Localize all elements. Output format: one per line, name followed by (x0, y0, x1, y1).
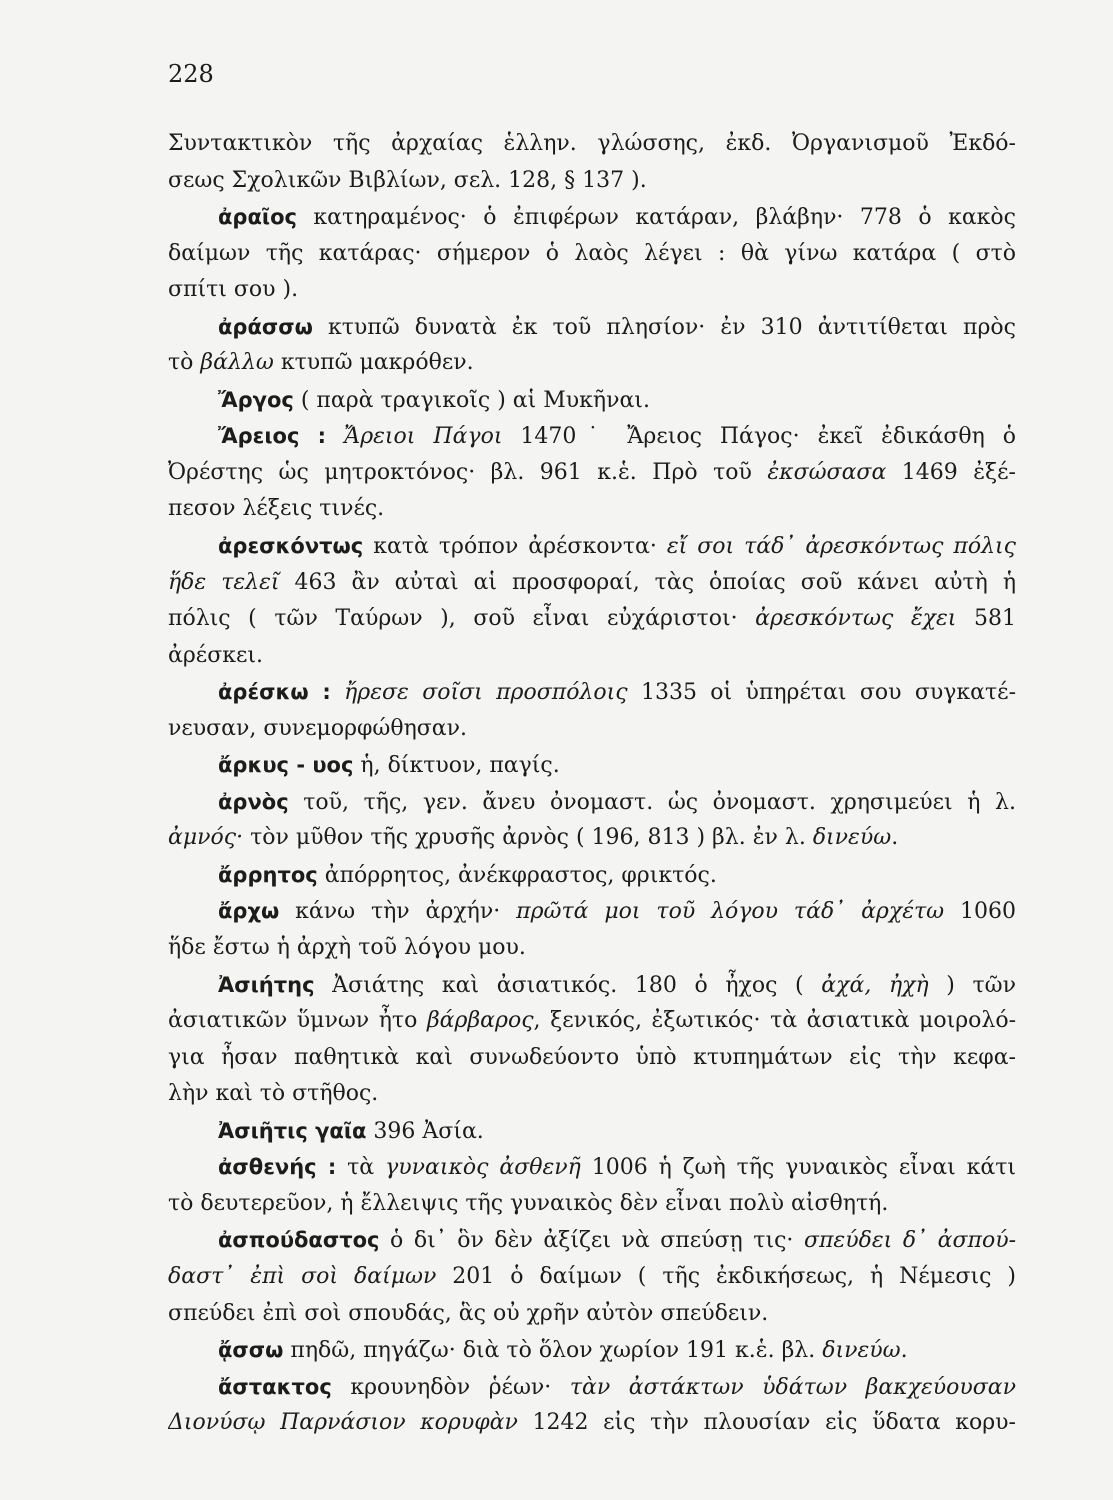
quote-run: Ἄρειοι Πάγοι (344, 424, 503, 450)
entry-line (168, 747, 1016, 784)
text-run: κατὰ τρόπον ἀρέσκοντα· (363, 534, 667, 560)
quote-run: βάλλω (200, 350, 274, 376)
text-run: τὸν μῦθον τῆς χρυσῆς ἀρνὸς ( 196, 813 ) βλ. ἐν λ. (243, 825, 813, 851)
text-line (168, 455, 1016, 492)
entry-line (168, 1369, 1016, 1406)
text-run: τὸ (168, 350, 201, 376)
quote-run: ἤρεσε σοῖσι προσπόλοις (344, 680, 628, 706)
text-line (168, 1040, 1016, 1077)
entry-line (168, 528, 1016, 565)
headword: ἀραῖος (218, 205, 297, 230)
text-line (168, 638, 1016, 675)
headword: ἄρκυς - υος (218, 753, 354, 778)
text-run: τὰ (336, 1155, 386, 1181)
text-run: τὸ δευτερεῦον, ἡ ἔλλειψις τῆς γυναικὸς δὲν εἶναι πολὺ αἰσθητή. (168, 1190, 889, 1216)
text-run: 1006 ἡ ζωὴ τῆς γυναικὸς εἶναι κάτι (580, 1155, 1016, 1181)
quote-run: γυναικὸς ἀσθενῆ (385, 1155, 581, 1181)
text-run: . (900, 1338, 908, 1364)
quote-run: δινεύω (822, 1338, 901, 1364)
text-line (168, 601, 1016, 638)
text-run: ἀσιατικῶν ὕμνων ἦτο (168, 1008, 427, 1034)
headword: ἀρέσκω : (218, 680, 331, 705)
text-line (168, 272, 1016, 309)
text-run: δαίμων τῆς κατάρας· σήμερον ὁ λαὸς λέγει : θὰ γίνω κατάρα ( στὸ (168, 240, 1016, 266)
text-run: σπεύδει ἐπὶ σοὶ σπουδάς, ἃς οὐ χρῆν αὐτὸν σπεύδειν. (168, 1300, 769, 1326)
text-line (168, 491, 1016, 528)
text-line (168, 1405, 1016, 1442)
text-line (168, 126, 1016, 163)
entry-line (168, 309, 1016, 346)
entry-line (168, 199, 1016, 236)
entry-line (168, 418, 1016, 455)
text-run: 201 ὁ δαίμων ( τῆς ἐκδικήσεως, ἡ Νέμεσις ) (436, 1263, 1016, 1289)
headword: ἀσθενής : (218, 1155, 337, 1180)
quote-run: ἀρεσκόντως ἔχει (755, 606, 957, 632)
text-run: σπίτι σου ). (168, 277, 299, 303)
text-run: σεως Σχολικῶν Βιβλίων, σελ. 128, § 137 ). (168, 167, 647, 193)
text-run: 1060 (944, 899, 1016, 925)
headword: ἄρρητος (218, 862, 318, 887)
text-run: 463 ἂν αὐταὶ αἱ προσφοραί, τὰς ὁποίας σοῦ κάνει αὐτὴ ἡ (279, 569, 1016, 595)
text-run: κρουνηδὸν ῥέων· (331, 1374, 570, 1400)
text-run: πηδῶ, πηγάζω· διὰ τὸ ὅλον χωρίον 191 κ.ἑ. βλ. (283, 1338, 823, 1364)
text-run: κάνω τὴν ἀρχήν· (279, 899, 517, 925)
text-run: πεσον λέξεις τινές. (168, 496, 385, 522)
quote-run: ἀχά, ἠχὴ (821, 972, 929, 998)
text-run: για ἦσαν παθητικὰ καὶ συνωδεύοντο ὑπὸ κτυπημάτων εἰς τὴν κεφα- (168, 1044, 1016, 1070)
quote-run: σπεύδει δ᾽ ἀσπού- (803, 1228, 1016, 1254)
text-run: Ἀσιάτης καὶ ἀσιατικός. 180 ὁ ἦχος ( (314, 972, 822, 998)
text-run: πόλις ( τῶν Ταύρων ), σοῦ εἶναι εὐχάριστοι· (168, 606, 756, 632)
entry-line (168, 382, 1016, 419)
quote-run: τὰν ἀστάκτων ὑδάτων βακχεύουσαν (569, 1374, 1016, 1400)
quote-run: δαστ᾽ ἐπὶ σοὶ δαίμων (168, 1263, 437, 1289)
quote-run: βάρβαρος (426, 1008, 534, 1034)
text-line (168, 1186, 1016, 1223)
headword: ἀσπούδαστος (218, 1228, 380, 1253)
text-run: 396 Ἀσία. (366, 1118, 484, 1144)
entry-line (168, 784, 1016, 821)
entry-line (168, 674, 1016, 711)
entry-line (168, 967, 1016, 1004)
text-run: , ξενικός, ἐξωτικός· τὰ ἀσιατικὰ μοιρολό- (533, 1008, 1016, 1034)
headword: ἀρεσκόντως (218, 534, 364, 559)
headword: Ἄργος (218, 387, 294, 412)
text-line (168, 1259, 1016, 1296)
text-run: ( παρὰ τραγικοῖς ) αἱ Μυκῆναι. (293, 387, 650, 413)
text-run: Συντακτικὸν τῆς ἀρχαίας ἑλλην. γλώσσης, ἐκδ. Ὀργανισμοῦ Ἐκδό- (168, 131, 1016, 156)
text-line (168, 711, 1016, 748)
text-run: Ὀρέστης ὡς μητροκτόνος· βλ. 961 κ.ἑ. Πρὸ τοῦ (168, 459, 768, 485)
entry-line (168, 1113, 1016, 1150)
text-line (168, 1003, 1016, 1040)
text-run (331, 680, 344, 705)
text-line (168, 236, 1016, 273)
text-run: 1242 εἰς τὴν πλουσίαν εἰς ὕδατα κορυ- (517, 1410, 1016, 1436)
text-run: κατηραμένος· ὁ ἐπιφέρων κατάραν, βλάβην· 778 ὁ κακὸς (296, 205, 1016, 231)
text-line (168, 345, 1016, 382)
entry-line (168, 1332, 1016, 1369)
quote-run: ἀμνός· (168, 825, 244, 851)
entry-line (168, 1222, 1016, 1259)
text-line (168, 565, 1016, 602)
text-run: 581 (956, 606, 1016, 632)
text-run: κτυπῶ δυνατὰ ἐκ τοῦ πλησίον· ἐν 310 ἀντιτίθεται πρὸς (312, 314, 1016, 340)
text-run: τοῦ, τῆς, γεν. ἄνευ ὀνομαστ. ὡς ὀνομαστ. χρησιμεύει ἡ λ. (288, 789, 1016, 815)
text-run: . (891, 825, 899, 851)
text-line (168, 163, 1016, 200)
text-run: 1335 οἱ ὑπηρέται σου συγκατέ- (627, 680, 1016, 706)
quote-run: δινεύω (812, 825, 892, 851)
text-run: 1469 ἐξέ- (886, 459, 1016, 485)
headword: ἄστακτος (218, 1374, 332, 1399)
headword: ἀρνὸς (218, 789, 289, 814)
text-line (168, 1296, 1016, 1333)
text-run: 1470˙ Ἄρειος Πάγος· ἐκεῖ ἐδικάσθη ὁ (502, 424, 1016, 450)
text-line (168, 820, 1016, 857)
text-run: νευσαν, συνεμορφώθησαν. (168, 715, 468, 741)
text-line (168, 1076, 1016, 1113)
dictionary-text (168, 126, 1016, 1442)
page-number: 228 (168, 60, 214, 88)
entry-line (168, 893, 1016, 930)
headword: Ἀσιῆτις γαῖα (218, 1118, 367, 1143)
headword: Ἄρειος : (218, 424, 327, 449)
text-run: ἀπόρρητος, ἀνέκφραστος, φρικτός. (317, 862, 717, 888)
quote-run: εἴ σοι τάδ᾽ ἀρεσκόντως πόλις (666, 534, 1016, 560)
entry-line (168, 857, 1016, 894)
text-line (168, 930, 1016, 967)
headword: ᾄσσω (218, 1338, 284, 1363)
quote-run: πρῶτά μοι τοῦ λόγου τάδ᾽ ἀρχέτω (516, 899, 945, 925)
text-run: ἀρέσκει. (168, 642, 263, 668)
headword: Ἀσιήτης (218, 972, 315, 997)
text-run (326, 424, 344, 449)
text-run: ἡ, δίκτυον, παγίς. (353, 753, 560, 779)
text-run: ) τῶν (928, 972, 1016, 998)
quote-run: Διονύσῳ Παρνάσιον κορυφὰν (168, 1410, 518, 1436)
quote-run: ἥδε τελεῖ (168, 569, 280, 595)
quote-run: ἐκσώσασα (767, 459, 887, 485)
text-run: ἥδε ἔστω ἡ ἀρχὴ τοῦ λόγου μου. (168, 935, 526, 961)
entry-line (168, 1149, 1016, 1186)
headword: ἀράσσω (218, 314, 313, 339)
headword: ἄρχω (218, 899, 280, 924)
text-run: λὴν καὶ τὸ στῆθος. (168, 1081, 379, 1107)
text-run: ὁ δι᾽ ὃν δὲν ἀξίζει νὰ σπεύσῃ τις· (379, 1228, 804, 1254)
text-run: κτυπῶ μακρόθεν. (273, 350, 474, 376)
